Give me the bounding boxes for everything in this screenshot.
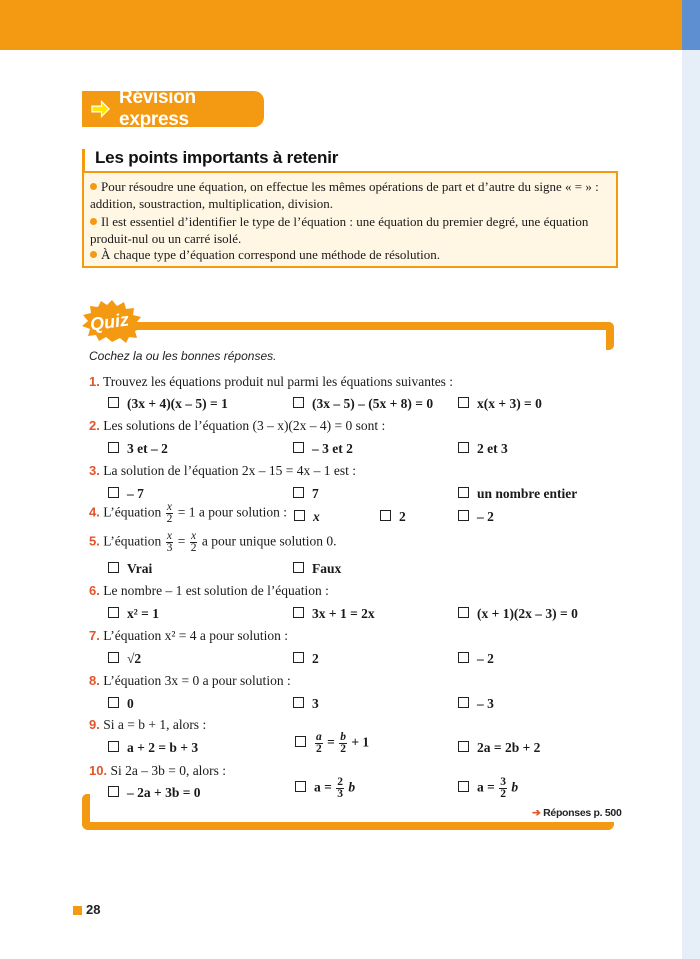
quiz-option[interactable]: – 2a + 3b = 0 bbox=[108, 785, 201, 801]
checkbox[interactable] bbox=[108, 786, 119, 797]
question-1: 1. Trouvez les équations produit nul parmi les équations suivantes : bbox=[89, 374, 454, 389]
checkbox[interactable] bbox=[108, 741, 119, 752]
key-point: Pour résoudre une équation, on effectue les mêmes opérations de part et d’autre du signe « = » : addition, soustraction, multiplication, division. bbox=[90, 179, 599, 211]
quiz-option[interactable]: Vrai bbox=[108, 561, 152, 577]
checkbox[interactable] bbox=[108, 397, 119, 408]
quiz-option[interactable]: 2 bbox=[293, 651, 319, 667]
quiz-option[interactable]: 3 et – 2 bbox=[108, 441, 168, 457]
quiz-option[interactable]: a = $\frac{2}{3}$ b bbox=[295, 777, 355, 800]
checkbox[interactable] bbox=[293, 652, 304, 663]
side-strip bbox=[682, 0, 700, 959]
checkbox[interactable] bbox=[458, 442, 469, 453]
question-6: 6. Le nombre – 1 est solution de l’équation : bbox=[89, 583, 329, 598]
page-number: 28 bbox=[86, 902, 101, 917]
arrow-right-icon: ➔ bbox=[532, 807, 541, 819]
key-points-box bbox=[82, 145, 618, 268]
checkbox[interactable] bbox=[458, 741, 469, 752]
fraction: $\frac{x}{3}$ bbox=[166, 530, 173, 554]
quiz-option[interactable]: (3x – 5) – (5x + 8) = 0 bbox=[293, 396, 433, 412]
fraction: $\frac{2}{3}$ bbox=[337, 776, 343, 800]
quiz-option[interactable]: 2 et 3 bbox=[458, 441, 508, 457]
quiz-option[interactable]: – 3 bbox=[458, 696, 494, 712]
quiz-option[interactable]: – 7 bbox=[108, 486, 144, 502]
checkbox[interactable] bbox=[458, 397, 469, 408]
checkbox[interactable] bbox=[295, 736, 306, 747]
question-10: 10. Si 2a – 3b = 0, alors : bbox=[89, 763, 227, 778]
quiz-option[interactable]: 3 bbox=[293, 696, 319, 712]
quiz-option[interactable]: – 2 bbox=[458, 651, 494, 667]
quiz-option[interactable]: $\frac{a}{2}$ = $\frac{b}{2}$ + 1 bbox=[295, 732, 369, 755]
revision-banner bbox=[82, 87, 264, 130]
question-4: 4. L’équation $\frac{x}{2}$ = 1 a pour solution : bbox=[89, 501, 287, 525]
checkbox[interactable] bbox=[380, 510, 391, 521]
quiz-option[interactable]: Faux bbox=[293, 561, 341, 577]
quiz-option[interactable]: (3x + 4)(x – 5) = 1 bbox=[108, 396, 228, 412]
checkbox[interactable] bbox=[108, 697, 119, 708]
revision-title: Révision express bbox=[119, 87, 196, 130]
fraction: $\frac{3}{2}$ bbox=[500, 776, 506, 800]
quiz-option[interactable]: 0 bbox=[108, 696, 134, 712]
checkbox[interactable] bbox=[458, 510, 469, 521]
question-5: 5. L’équation $\frac{x}{3}$ = $\frac{x}{2}$ a pour unique solution 0. bbox=[89, 530, 337, 554]
quiz-badge: Quiz bbox=[88, 309, 131, 335]
quiz-option[interactable]: 3x + 1 = 2x bbox=[293, 606, 375, 622]
question-8: 8. L’équation 3x = 0 a pour solution : bbox=[89, 673, 291, 688]
checkbox[interactable] bbox=[108, 562, 119, 573]
checkbox[interactable] bbox=[458, 697, 469, 708]
page-marker-icon bbox=[73, 906, 82, 915]
checkbox[interactable] bbox=[293, 607, 304, 618]
checkbox[interactable] bbox=[458, 781, 469, 792]
checkbox[interactable] bbox=[294, 510, 305, 521]
quiz-option[interactable]: 2a = 2b + 2 bbox=[458, 740, 540, 756]
quiz-option[interactable]: x bbox=[294, 509, 320, 525]
quiz-option[interactable]: un nombre entier bbox=[458, 486, 577, 502]
question-2: 2. Les solutions de l’équation (3 – x)(2x – 4) = 0 sont : bbox=[89, 418, 386, 433]
checkbox[interactable] bbox=[458, 652, 469, 663]
side-strip-tab bbox=[682, 0, 700, 50]
question-7: 7. L’équation x² = 4 a pour solution : bbox=[89, 628, 288, 643]
bullet-icon bbox=[90, 251, 97, 258]
checkbox[interactable] bbox=[108, 487, 119, 498]
quiz-instruction: Cochez la ou les bonnes réponses. bbox=[89, 349, 277, 363]
checkbox[interactable] bbox=[108, 442, 119, 453]
quiz-option[interactable]: – 2 bbox=[458, 509, 494, 525]
fraction: $\frac{x}{2}$ bbox=[190, 530, 197, 554]
question-9: 9. Si a = b + 1, alors : bbox=[89, 717, 207, 732]
fraction: $\frac{a}{2}$ bbox=[316, 731, 322, 755]
checkbox[interactable] bbox=[458, 487, 469, 498]
fraction: $\frac{x}{2}$ bbox=[166, 501, 173, 525]
key-point: Il est essentiel d’identifier le type de l’équation : une équation du premier degré, une équation produit-nul ou un carré isolé. bbox=[90, 214, 589, 246]
arrow-right-icon bbox=[90, 98, 111, 120]
key-point: À chaque type d’équation correspond une méthode de résolution. bbox=[90, 246, 610, 263]
checkbox[interactable] bbox=[295, 781, 306, 792]
quiz-option[interactable]: x(x + 3) = 0 bbox=[458, 396, 542, 412]
key-points-title: Les points importants à retenir bbox=[95, 148, 339, 167]
quiz-option[interactable]: a + 2 = b + 3 bbox=[108, 740, 198, 756]
checkbox[interactable] bbox=[108, 607, 119, 618]
quiz-option[interactable]: 7 bbox=[293, 486, 319, 502]
header-bar bbox=[0, 0, 682, 50]
quiz-option[interactable]: a = $\frac{3}{2}$ b bbox=[458, 777, 518, 800]
bullet-icon bbox=[90, 218, 97, 225]
fraction: $\frac{b}{2}$ bbox=[340, 731, 346, 755]
checkbox[interactable] bbox=[293, 487, 304, 498]
quiz-option[interactable]: x² = 1 bbox=[108, 606, 159, 622]
checkbox[interactable] bbox=[293, 397, 304, 408]
checkbox[interactable] bbox=[293, 442, 304, 453]
checkbox[interactable] bbox=[293, 562, 304, 573]
checkbox[interactable] bbox=[458, 607, 469, 618]
question-3: 3. La solution de l’équation 2x – 15 = 4x – 1 est : bbox=[89, 463, 357, 478]
checkbox[interactable] bbox=[293, 697, 304, 708]
quiz-option[interactable]: – 3 et 2 bbox=[293, 441, 353, 457]
quiz-option[interactable]: 2 bbox=[380, 509, 406, 525]
answers-link[interactable]: ➔ Réponses p. 500 bbox=[532, 807, 622, 819]
quiz-option[interactable]: √2 bbox=[108, 651, 141, 667]
bullet-icon bbox=[90, 183, 97, 190]
quiz-option[interactable]: (x + 1)(2x – 3) = 0 bbox=[458, 606, 578, 622]
checkbox[interactable] bbox=[108, 652, 119, 663]
key-points-body bbox=[82, 173, 618, 268]
